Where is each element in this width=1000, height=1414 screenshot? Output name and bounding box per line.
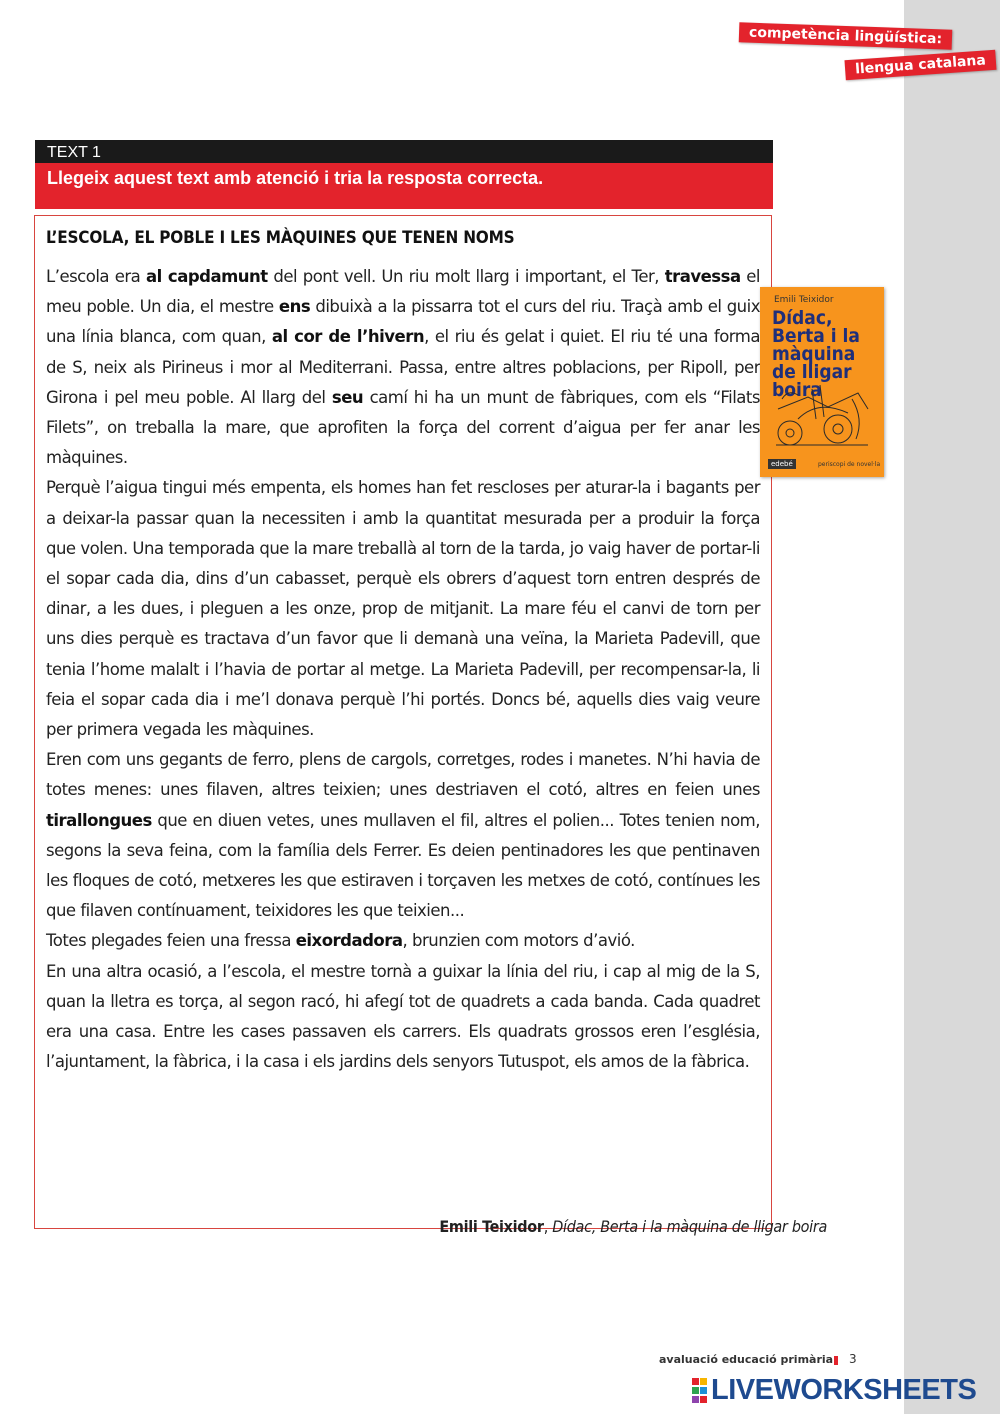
- book-cover-publisher: edebé: [768, 459, 796, 469]
- article-paragraph: [46, 473, 760, 745]
- article-paragraph: [46, 262, 760, 473]
- footer-label: avaluació educació primària: [659, 1353, 834, 1366]
- right-margin-band: [904, 0, 1000, 1414]
- bold-term: travessa: [664, 267, 741, 286]
- text-run: Totes plegades feien una fressa: [46, 931, 296, 951]
- instruction-text: Llegeix aquest text amb atenció i tria la resposta correcta.: [47, 168, 544, 188]
- attribution-work: Dídac, Berta i la màquina de lligar boira: [552, 1217, 827, 1236]
- bold-term: eixordadora: [295, 931, 403, 951]
- book-cover-series: periscopi de novel·la: [818, 461, 881, 468]
- text-run: que en diuen vetes, unes mullaven el fil, altres el polien... Totes tenien nom, segons la seva feina, com la família dels Ferrer. Es deien pentinadores les que pentinaven les floques de cotó, metxeres les que estiraven i torçaven les metxes de cotó, contínues les que filaven contínuament, teixidores les que teixien...: [46, 810, 760, 921]
- subject-tag-line2: llengua catalana: [844, 50, 996, 80]
- book-cover-image: [760, 287, 884, 477]
- article-body: [46, 262, 760, 1077]
- bold-term: al capdamunt: [145, 267, 268, 286]
- book-cover-illustration: [768, 379, 876, 451]
- section-label: TEXT 1: [47, 144, 101, 161]
- text-run: , brunzien com motors d’avió.: [402, 931, 635, 951]
- text-run: Eren com uns gegants de ferro, plens de cargols, corretges, rodes i manetes. N’hi havia de totes menes: unes filaven, altres teixien; unes destriaven el cotó, altres en feien unes: [46, 750, 760, 800]
- article-paragraph: [46, 926, 760, 956]
- bold-term: seu: [331, 387, 364, 407]
- text-run: dibuixà a la pissarra tot el curs del riu. Traçà amb el guix una línia blanca, com quan,: [46, 297, 760, 347]
- attribution-author: Emili Teixidor: [439, 1217, 544, 1236]
- text-run: camí hi ha un munt de fàbriques, com els “Filats Filets”, on treballa la mare, que aprofiten la força del corrent d’aigua per fer anar les màquines.: [46, 387, 760, 468]
- attribution-separator: ,: [543, 1217, 553, 1236]
- text-run: , el riu és gelat i quiet. El riu té una forma de S, neix als Pirineus i mor al Mediterrani. Passa, entre altres poblacions, per Ripoll, per Girona i pel meu poble. Al llarg del: [46, 327, 760, 407]
- attribution: [439, 1217, 827, 1236]
- text-run: L’escola era: [46, 267, 146, 286]
- book-cover-title: Dídac, Berta i la màquina de lligar boira: [772, 307, 860, 401]
- text-run: del pont vell. Un riu molt llarg i important, el Ter,: [267, 267, 665, 286]
- page-number: 3: [849, 1352, 857, 1366]
- text-run: el meu poble. Un dia, el mestre: [46, 267, 761, 317]
- text-run: En una altra ocasió, a l’escola, el mestre tornà a guixar la línia del riu, i cap al mig de la S, quan la lletra es torça, al segon racó, hi afegí tot de quadrets a cada banda. Cada quadret era una casa. Entre les cases passaven els carrers. Els quadrats grossos eren l’església, l’ajuntament, la fàbrica, i la casa i els jardins dels senyors Tutuspot, els amos de la fàbrica.: [46, 961, 760, 1072]
- text-run: Perquè l’aigua tingui més empenta, els homes han fet rescloses per aturar-la i bagants per a deixar-la passar quan la necessiten i amb la quantitat mesurada per a produir la força que volen. Una temporada que la mare treballà al torn de la tarda, jo vaig haver de portar-li el sopar cada dia, dins d’un cabasset, perquè els obrers d’aquest torn entren després de dinar, a les dues, i pleguen a les onze, prop de mitjanit. La mare féu el canvi de torn per uns dies perquè es tractava d’un favor que li demanà una veïna, la Marieta Padevill, que tenia l’home malalt i l’havia de portar al metge. La Marieta Padevill, per recompensar-la, li feia el sopar cada dia i me’l donava perquè l’hi portés. Doncs bé, aquells dies vaig veure per primera vegada les màquines.: [46, 478, 760, 740]
- bold-term: ens: [278, 297, 311, 317]
- book-cover-author: Emili Teixidor: [774, 295, 834, 305]
- article-paragraph: [46, 745, 760, 926]
- section-label-bar: [35, 140, 773, 163]
- bold-term: al cor de l’hivern: [271, 327, 425, 347]
- article-title: L’ESCOLA, EL POBLE I LES MÀQUINES QUE TENEN NOMS: [46, 228, 515, 248]
- article-paragraph: [46, 957, 760, 1078]
- liveworksheets-logo-icon: [692, 1378, 708, 1404]
- footer-marker: [834, 1356, 838, 1365]
- subject-tag-line1: competència lingüística:: [739, 22, 953, 49]
- instruction-bar: [35, 163, 773, 209]
- liveworksheets-brand: LIVEWORKSHEETS: [711, 1374, 977, 1406]
- bold-term: tirallongues: [46, 810, 152, 830]
